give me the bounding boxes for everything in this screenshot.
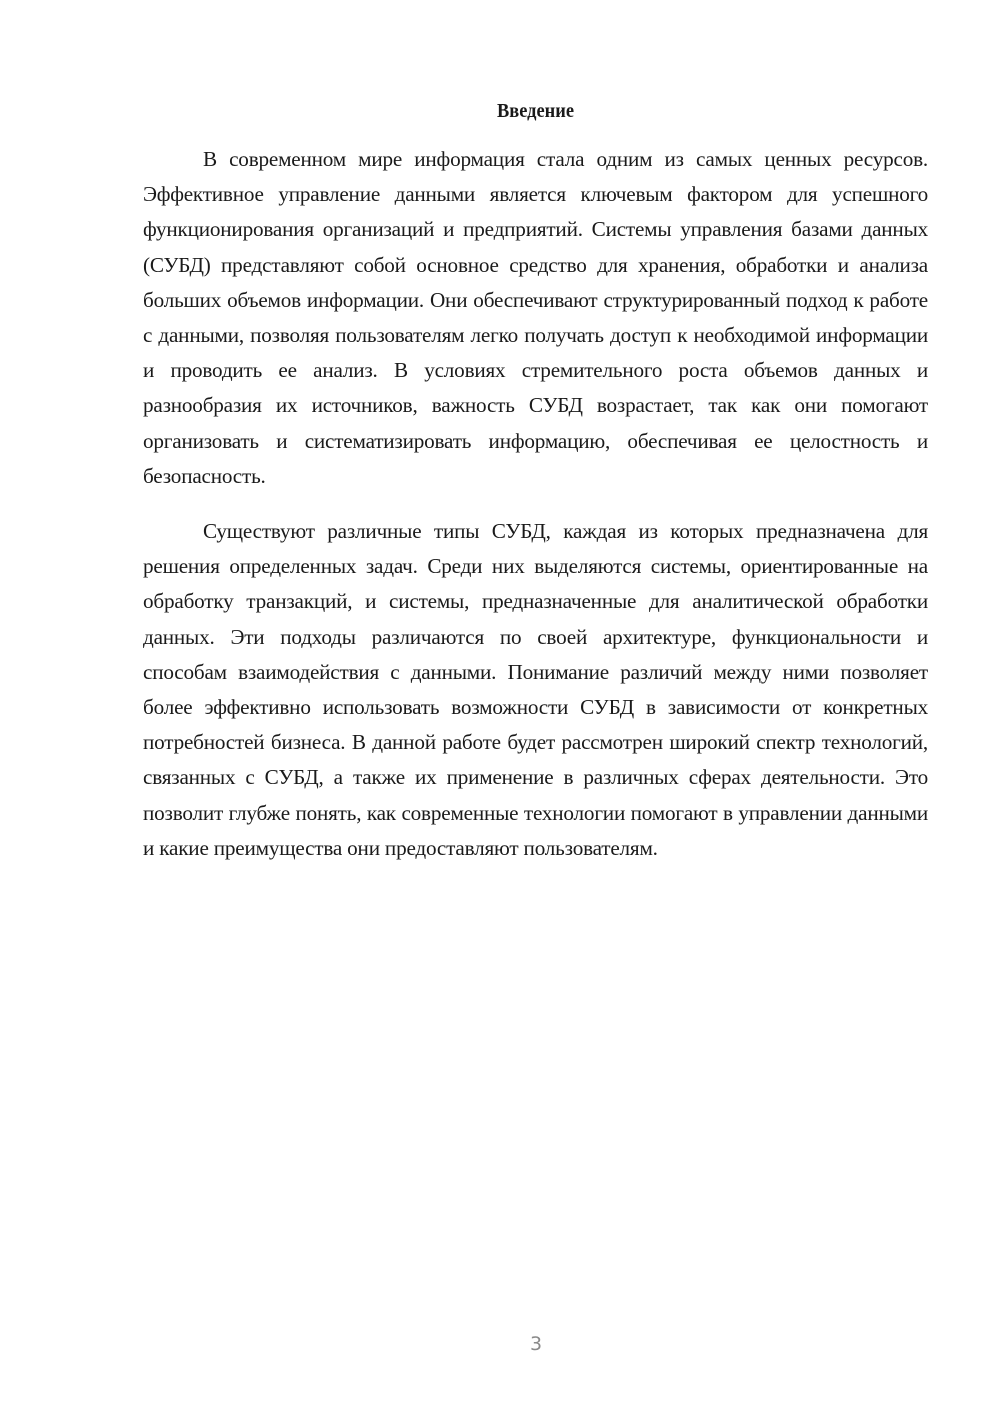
section-heading: Введение [497,100,574,122]
page-number: 3 [529,1333,543,1355]
paragraph-dbms-types: Существуют различные типы СУБД, каждая из которых предназначена для решения определенных задач. Среди них выделяются системы, ориентированные на обработку транзакций, и системы, предназначенные для аналитической обработки данных. Эти подходы различаются по своей архитектуре, функциональности и способам взаимодействия с данными. Понимание различий между ними позволяет более эффективно использовать возможности СУБД в зависимости от конкретных потребностей бизнеса. В данной работе будет рассмотрен широкий спектр технологий, связанных с СУБД, а также их применение в различных сферах деятельности. Это позволит глубже понять, как современные технологии помогают в управлении данными и какие преимущества они предоставляют пользователям. [143,519,928,860]
body-text [143,142,928,866]
paragraph-intro: В современном мире информация стала одним из самых ценных ресурсов. Эффективное управление данными является ключевым фактором для успешного функционирования организаций и предприятий. Системы управления базами данных (СУБД) представляют собой основное средство для хранения, обработки и анализа больших объемов информации. Они обеспечивают структурированный подход к работе с данными, позволяя пользователям легко получать доступ к необходимой информации и проводить ее анализ. В условиях стремительного роста объемов данных и разнообразия их источников, важность СУБД возрастает, так как они помогают организовать и систематизировать информацию, обеспечивая ее целостность и безопасность. [143,147,928,488]
